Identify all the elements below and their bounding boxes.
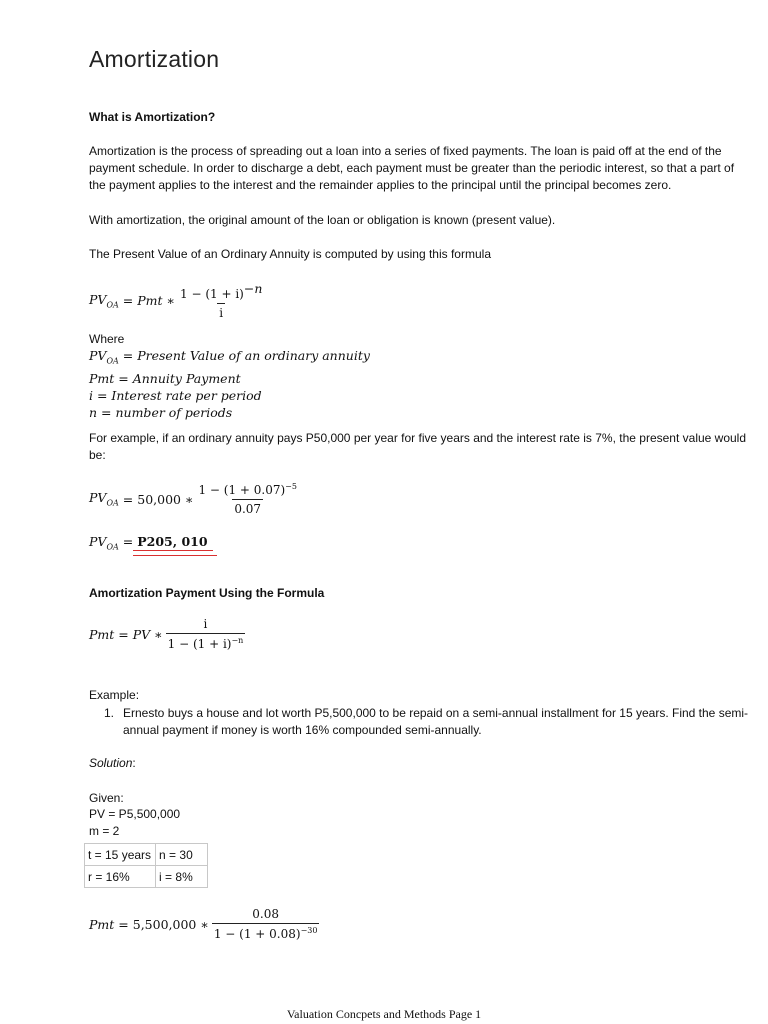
paragraph-formula-intro: The Present Value of an Ordinary Annuity is computed by using this formula: [89, 247, 491, 261]
page-footer: Valuation Concpets and Methods Page 1: [286, 1007, 482, 1021]
example-label: Example:: [89, 688, 140, 702]
given-pv: PV = P5,500,000: [89, 807, 181, 821]
formula-lhs: $PV_{OA}$: [89, 291, 119, 310]
given-label: Given:: [89, 791, 124, 805]
given-table: [84, 843, 208, 888]
definition-n: n = number of periods: [89, 404, 233, 420]
solution-label: Solution:: [89, 756, 136, 770]
result-value: P205, 010: [137, 534, 208, 549]
definition-pv: $PV_{OA}$ = Present Value of an ordinary annuity: [89, 348, 370, 366]
formula-result: $PV_{OA} = P205$, 010: [89, 534, 208, 552]
paragraph-example: For example, if an ordinary annuity pays P50,000 per year for five years and the interest rate is 7%, the present value would be:: [89, 431, 747, 462]
table-cell: i = 8%: [156, 866, 208, 888]
section-heading-what-is: What is Amortization?: [89, 110, 216, 124]
definition-pmt: Pmt = Annuity Payment: [89, 370, 241, 386]
formula-fraction: $\frac{1 - (1 + i)^{-n}}{i}$: [180, 281, 263, 320]
formula-final: Pmt = 5,500,000 ∗ $\frac{0.08}{1 - (1 + 0.08)^{-30}}$: [89, 907, 318, 941]
table-cell: n = 30: [156, 844, 208, 866]
paragraph-present-value: With amortization, the original amount of the loan or obligation is known (present value).: [89, 213, 556, 227]
formula-present-value: [89, 281, 264, 320]
example-item-number: 1.: [104, 706, 115, 720]
example-item-text: Ernesto buys a house and lot worth P5,500,000 to be repaid on a semi-annual installment for 15 years. Find the semi-annual payment if money is worth 16% compounded semi-annually.: [123, 706, 749, 737]
table-cell: r = 16%: [85, 866, 156, 888]
formula-payment: Pmt = PV ∗ $\frac{i}{1 - (1 + i)^{-n}}$: [89, 617, 244, 651]
given-m: m = 2: [89, 824, 120, 838]
formula-rhs: = Pmt ∗: [122, 293, 176, 308]
red-underline-1: [133, 550, 213, 551]
where-label: Where: [89, 332, 125, 346]
formula-example: $PV_{OA}$ = 50,000 ∗ $\frac{1 - (1 + 0.07)^{-5}}{0.07}$: [89, 482, 297, 516]
definitions-list: [89, 347, 370, 421]
page-title: Amortization: [89, 46, 220, 72]
section-heading-payment: Amortization Payment Using the Formula: [89, 586, 325, 600]
table-row: [85, 866, 208, 888]
table-cell: t = 15 years: [85, 844, 156, 866]
definition-i: i = Interest rate per period: [89, 387, 262, 403]
paragraph-definition: Amortization is the process of spreading out a loan into a series of fixed payments. The loan is paid off at the end of the payment schedule. In order to discharge a debt, each payment must be greater than the periodic interest, so that a part of the payment applies to the interest and the remainder applies to the principal until the principal becomes zero.: [89, 144, 735, 192]
table-row: [85, 844, 208, 866]
red-underline-2: [133, 555, 217, 556]
